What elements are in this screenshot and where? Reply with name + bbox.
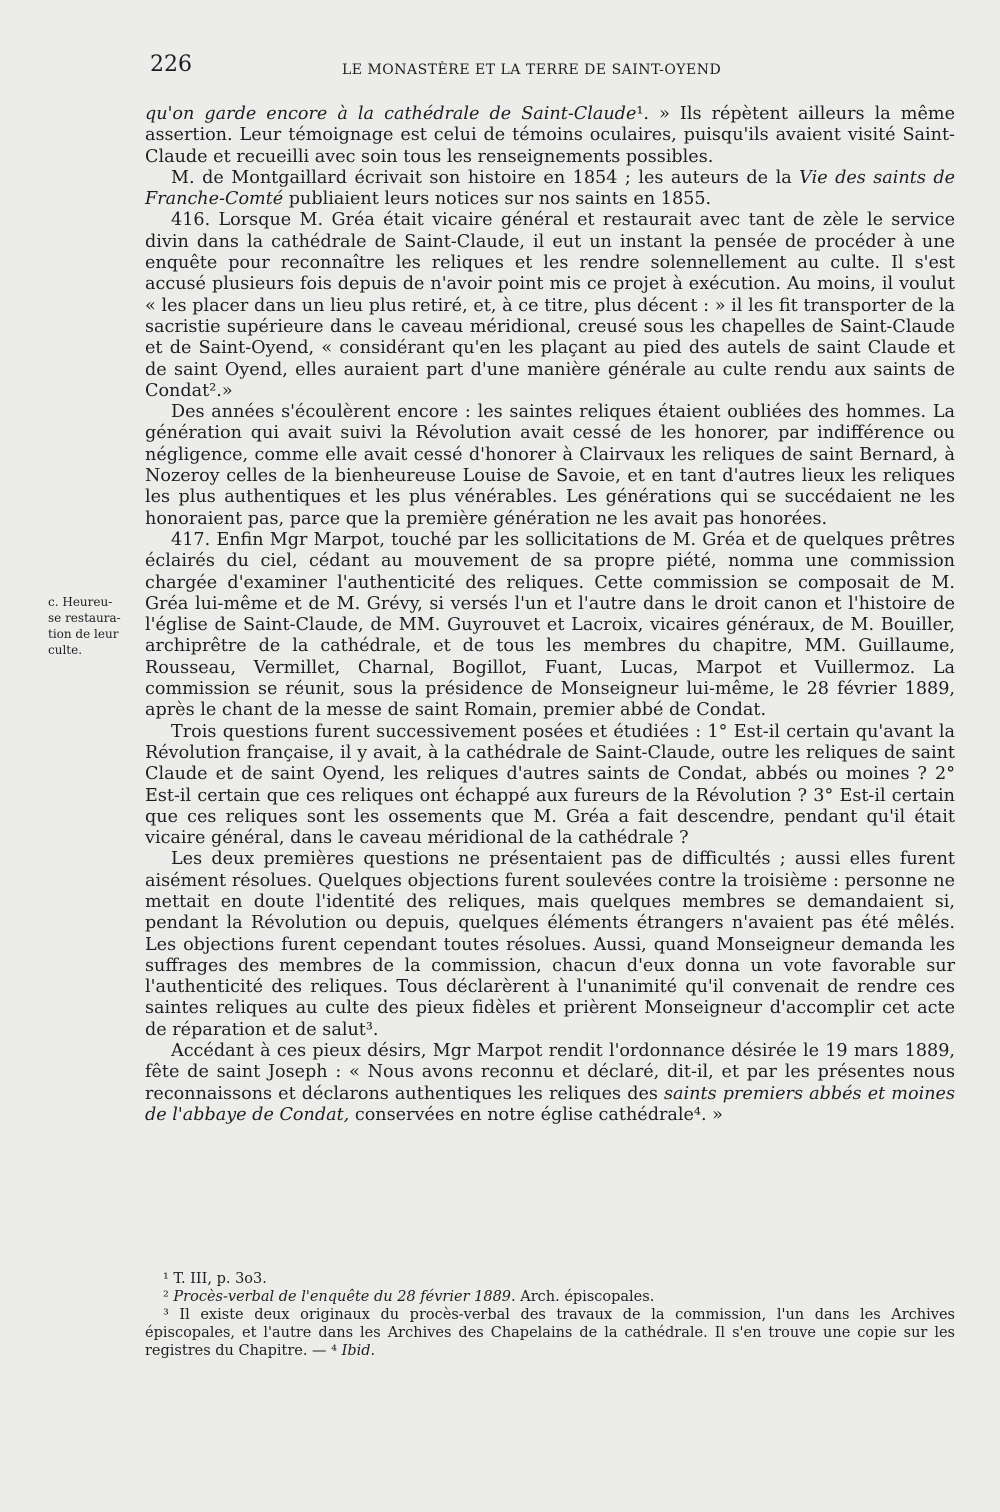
paragraph-deux-premieres bbox=[145, 849, 955, 1041]
paragraph-text: Les deux premières questions ne présentaient pas de difficultés ; aussi elles furent aisément résolues. Quelques objections furent soulevées contre la troisième : personne ne mettait en doute l'identité des reliques, mais quelques membres se demandaient si, pendant la Révolution ou depuis, quelques éléments étrangers n'avaient pas été mêlés. Les objections furent cependant toutes résolues. Aussi, quand Monseigneur demanda les suffrages des membres de la commission, chacun d'eux donna un vote favorable sur l'authenticité des reliques. Tous déclarèrent à l'unanimité qu'il convenait de rendre ces saintes reliques au culte des pieux fidèles et prièrent Monseigneur d'accomplir cet acte de réparation et de salut bbox=[145, 849, 955, 1040]
paragraph-416 bbox=[145, 210, 955, 402]
italic-text: saints premiers abbés et moines de l'abbaye de Condat, bbox=[145, 1083, 955, 1125]
paragraph-text: . » bbox=[700, 1104, 723, 1125]
paragraph-continuation bbox=[145, 104, 955, 168]
paragraph-text: Accédant à ces pieux désirs, Mgr Marpot rendit l'ordonnance désirée le 19 mars 1889, fête de saint Joseph : « Nous avons reconnu et déclaré, dit-il, et par les présentes nous reconnaissons et déclarons authentiques les reliques des bbox=[145, 1041, 955, 1104]
margin-note bbox=[48, 594, 138, 658]
italic-text: qu'on garde encore à la cathédrale de Saint-Claude bbox=[145, 104, 637, 124]
footnote-2 bbox=[145, 1288, 955, 1306]
footnote-text: ³ Il existe deux originaux du procès-verbal des travaux de la commission, l'un dans les Archives épiscopales, et l'autre dans les Archives des Chapelains de la cathédrale. Il s'en trouve une copie sur les registres du Chapitre. — bbox=[145, 1307, 955, 1359]
footnote-ref: ⁴ bbox=[331, 1343, 337, 1359]
body-text bbox=[145, 104, 955, 1126]
italic-title: Vie des saints de Franche-Comté bbox=[145, 167, 955, 210]
paragraph-text: .» bbox=[216, 380, 233, 401]
footnote-3 bbox=[145, 1306, 955, 1360]
page-number: 226 bbox=[150, 52, 192, 77]
paragraph-montgaillard bbox=[145, 168, 955, 211]
margin-note-line: culte. bbox=[48, 643, 83, 657]
paragraph-annees bbox=[145, 402, 955, 530]
paragraph-text: Des années s'écoulèrent encore : les saintes reliques étaient oubliées des hommes. La génération qui avait suivi la Révolution avait cessé de les honorer, par indifférence ou négligence, comme elle avait cessé d'honorer à Clairvaux les reliques de saint Bernard, à Nozeroy celles de la bienheureuse Louise de Savoie, et en tant d'autres lieux les reliques les plus authentiques et les plus vénérables. Les générations qui se succédaient ne les honoraient pas, parce que la première génération ne les avait pas honorées. bbox=[145, 402, 955, 529]
footnote-ref: ² bbox=[209, 380, 217, 401]
footnote-italic: Procès-verbal de l'enquête du 28 février 1889. bbox=[173, 1289, 516, 1305]
footnotes bbox=[145, 1270, 955, 1360]
paragraph-text: 416. Lorsque M. Gréa était vicaire général et restaurait avec tant de zèle le service divin dans la cathédrale de Saint-Claude, il eut un instant la pensée de procéder à une enquête pour reconnaître les reliques et les rendre solennellement au culte. Il s'est accusé plusieurs fois depuis de n'avoir point mis ce projet à exécution. Au moins, il voulut « les placer dans un lieu plus retiré, et, à ce titre, plus décent : » il les fit transporter de la sacristie supérieure dans le caveau méridional, creusé sous les chapelles de Saint-Claude et de Saint-Oyend, « considérant qu'en les plaçant au pied des autels de saint Claude et de saint Oyend, elles auraient part d'une manière générale au culte rendu aux saints de Condat bbox=[145, 210, 955, 401]
paragraph-text: Trois questions furent successivement posées et étudiées : 1° Est-il certain qu'avant la Révolution française, il y avait, à la cathédrale de Saint-Claude, outre les reliques de saint Claude et de saint Oyend, les reliques d'autres saints de Condat, abbés ou moines ? 2° Est-il certain que ces reliques ont échappé aux fureurs de la Révolution ? 3° Est-il certain que ces reliques sont les ossements que M. Gréa a fait descendre, pendant qu'il était vicaire général, dans le caveau méridional de la cathédrale ? bbox=[145, 721, 955, 849]
margin-note-line: se restaura- bbox=[48, 611, 121, 625]
footnote-ref: ⁴ bbox=[693, 1104, 701, 1125]
footnote-ref: ³ bbox=[365, 1019, 373, 1040]
paragraph-text: 417. Enfin Mgr Marpot, touché par les sollicitations de M. Gréa et de quelques prêtres éclairés du ciel, cédant au mouvement de sa propre piété, nomma une commission chargée d'examiner l'authenticité des reliques. Cette commission se composait de M. Gréa lui-même et de M. Grévy, si versés l'un et l'autre dans le droit canon et l'histoire de l'église de Saint-Claude, de MM. Guyrouvet et Lacroix, vicaires généraux, de M. Bouiller, archiprêtre de la cathédrale, et de tous les membres du chapitre, MM. Guillaume, Rousseau, Vermillet, Charnal, Bogillot, Fuant, Lucas, Marpot et Vuillermoz. La commission se réunit, sous la présidence de Monseigneur lui-même, le 28 février 1889, après le chant de la messe de saint Romain, premier abbé de Condat. bbox=[145, 529, 955, 721]
running-title: LE MONASTÈRE ET LA TERRE DE SAINT-OYEND bbox=[342, 62, 722, 78]
margin-note-line: c. Heureu- bbox=[48, 595, 113, 609]
footnote-italic: Ibid. bbox=[337, 1343, 376, 1359]
paragraph-text: publiaient leurs notices sur nos saints en 1855. bbox=[283, 189, 712, 210]
paragraph-text: . bbox=[372, 1019, 379, 1040]
footnote-text: Arch. épiscopales. bbox=[515, 1289, 655, 1305]
footnote-1: ¹ T. III, p. 3o3. bbox=[163, 1271, 267, 1287]
paragraph-417 bbox=[145, 530, 955, 722]
margin-note-line: tion de leur bbox=[48, 627, 119, 641]
paragraph-trois-questions bbox=[145, 722, 955, 850]
footnote-ref: ¹ bbox=[636, 104, 644, 124]
page-header bbox=[150, 52, 950, 82]
paragraph-accedant bbox=[145, 1041, 955, 1126]
paragraph-text: conservées en notre église cathédrale bbox=[349, 1104, 694, 1125]
footnote-number: ² bbox=[163, 1289, 174, 1305]
paragraph-text: . » Ils répètent ailleurs la même assertion. Leur témoignage est celui de témoins oculaires, puisqu'ils avaient visité Saint-Claude et recueilli avec soin tous les renseignements possibles. bbox=[145, 104, 955, 167]
paragraph-text: M. de Montgaillard écrivait son histoire en 1854 ; les auteurs de la bbox=[171, 167, 800, 188]
